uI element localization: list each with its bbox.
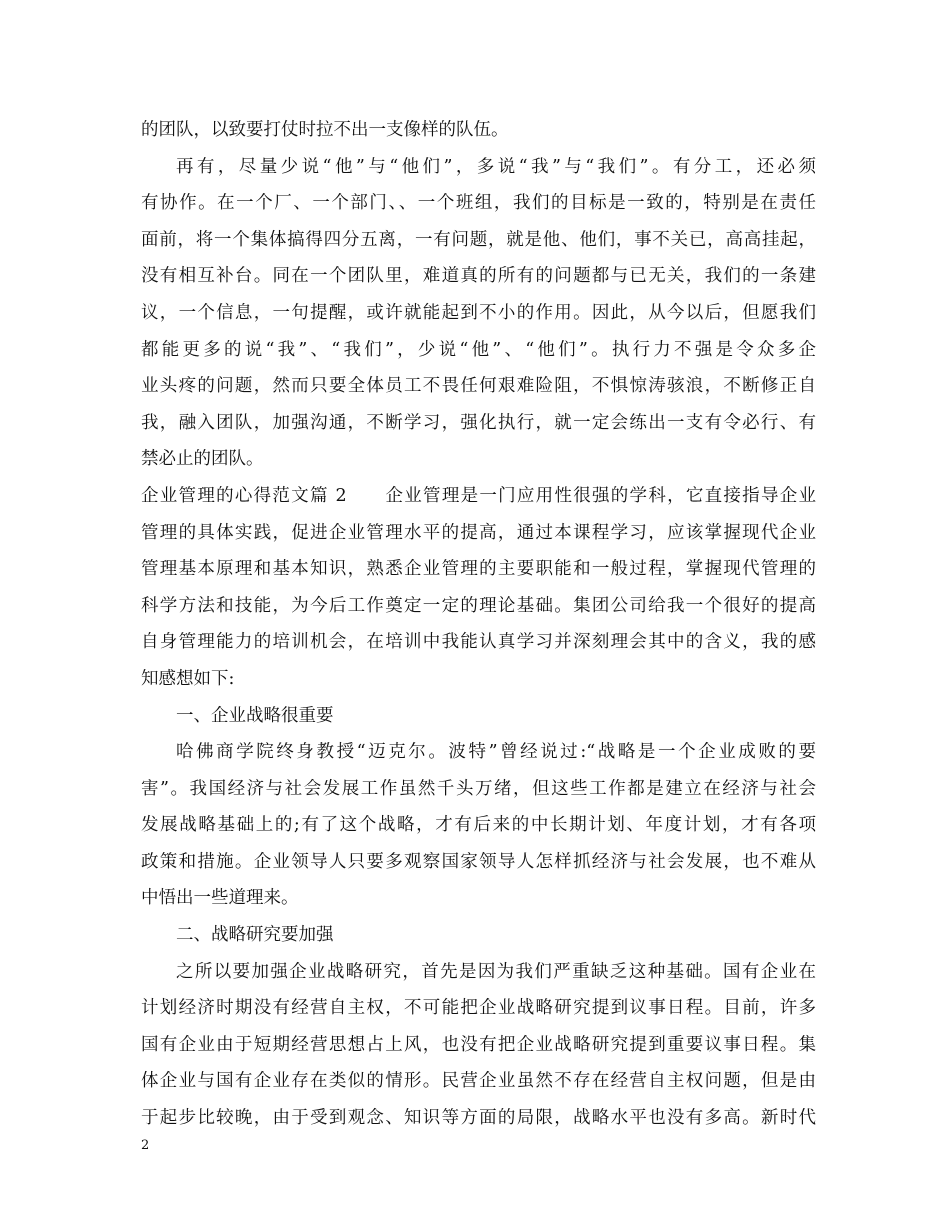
text-line: 科学方法和技能，为今后工作奠定一定的理论基础。集团公司给我一个很好的提高 (141, 595, 816, 616)
text-line: 发展战略基础上的;有了这个战略，才有后来的中长期计划、年度计划，才有各项 (141, 815, 816, 836)
text-line: 再有，尽量少说“他”与“他们”，多说“我”与“我们”。有分工，还必须 (176, 156, 816, 177)
text-line: 体企业与国有企业存在类似的情形。民营企业虽然不存在经营自主权问题，但是由 (141, 1071, 816, 1092)
text-line: 自身管理能力的培训机会，在培训中我能认真学习并深刻理会其中的含义，我的感 (141, 632, 816, 653)
text-line: 我，融入团队，加强沟通，不断学习，强化执行，就一定会练出一支有令必行、有 (141, 412, 816, 433)
text-line: 哈佛商学院终身教授“迈克尔。波特”曾经说过:“战略是一个企业成败的要 (176, 742, 816, 763)
text-line: 的团队，以致要打仗时拉不出一支像样的队伍。 (141, 120, 509, 140)
text-line: 没有相互补台。同在一个团队里，难道真的所有的问题都与已无关，我们的一条建 (141, 266, 816, 287)
text-line: 二、战略研究要加强 (176, 925, 334, 946)
text-line: 之所以要加强企业战略研究，首先是因为我们严重缺乏这种基础。国有企业在 (176, 961, 816, 982)
text-line: 管理的具体实践，促进企业管理水平的提高，通过本课程学习，应该掌握现代企业 (141, 522, 816, 543)
body-text (141, 112, 816, 1137)
text-line: 管理基本原理和基本知识，熟悉企业管理的主要职能和一般过程，掌握现代管理的 (141, 559, 816, 580)
text-line: 都能更多的说“我”、“我们”，少说“他”、“他们”。执行力不强是令众多企 (141, 339, 816, 360)
text-line: 业头疼的问题，然而只要全体员工不畏任何艰难险阻，不惧惊涛骇浪，不断修正自 (141, 376, 816, 397)
text-line: 禁必止的团队。 (141, 449, 264, 470)
text-line: 知感想如下: (141, 668, 235, 689)
text-line: 企业管理的心得范文篇 2 企业管理是一门应用性很强的学科，它直接指导企业 (141, 485, 816, 506)
text-line: 政策和措施。企业领导人只要多观察国家领导人怎样抓经济与社会发展，也不难从 (141, 851, 816, 872)
text-line: 一、企业战略很重要 (176, 705, 334, 726)
text-line: 中悟出一些道理来。 (141, 888, 299, 909)
page-number: 2 (141, 1138, 150, 1153)
text-line: 害”。我国经济与社会发展工作虽然千头万绪，但这些工作都是建立在经济与社会 (141, 778, 816, 799)
text-line: 有协作。在一个厂、一个部门、、一个班组，我们的目标是一致的，特别是在责任 (141, 193, 816, 214)
text-line: 计划经济时期没有经营自主权，不可能把企业战略研究提到议事日程。目前，许多 (141, 998, 816, 1019)
text-line: 于起步比较晚，由于受到观念、知识等方面的局限，战略水平也没有多高。新时代 (141, 1108, 816, 1129)
text-line: 面前，将一个集体搞得四分五离，一有问题，就是他、他们，事不关已，高高挂起， (141, 229, 816, 250)
text-line: 国有企业由于短期经营思想占上风，也没有把企业战略研究提到重要议事日程。集 (141, 1034, 816, 1055)
text-line: 议，一个信息，一句提醒，或许就能起到不小的作用。因此，从今以后，但愿我们 (141, 302, 816, 323)
